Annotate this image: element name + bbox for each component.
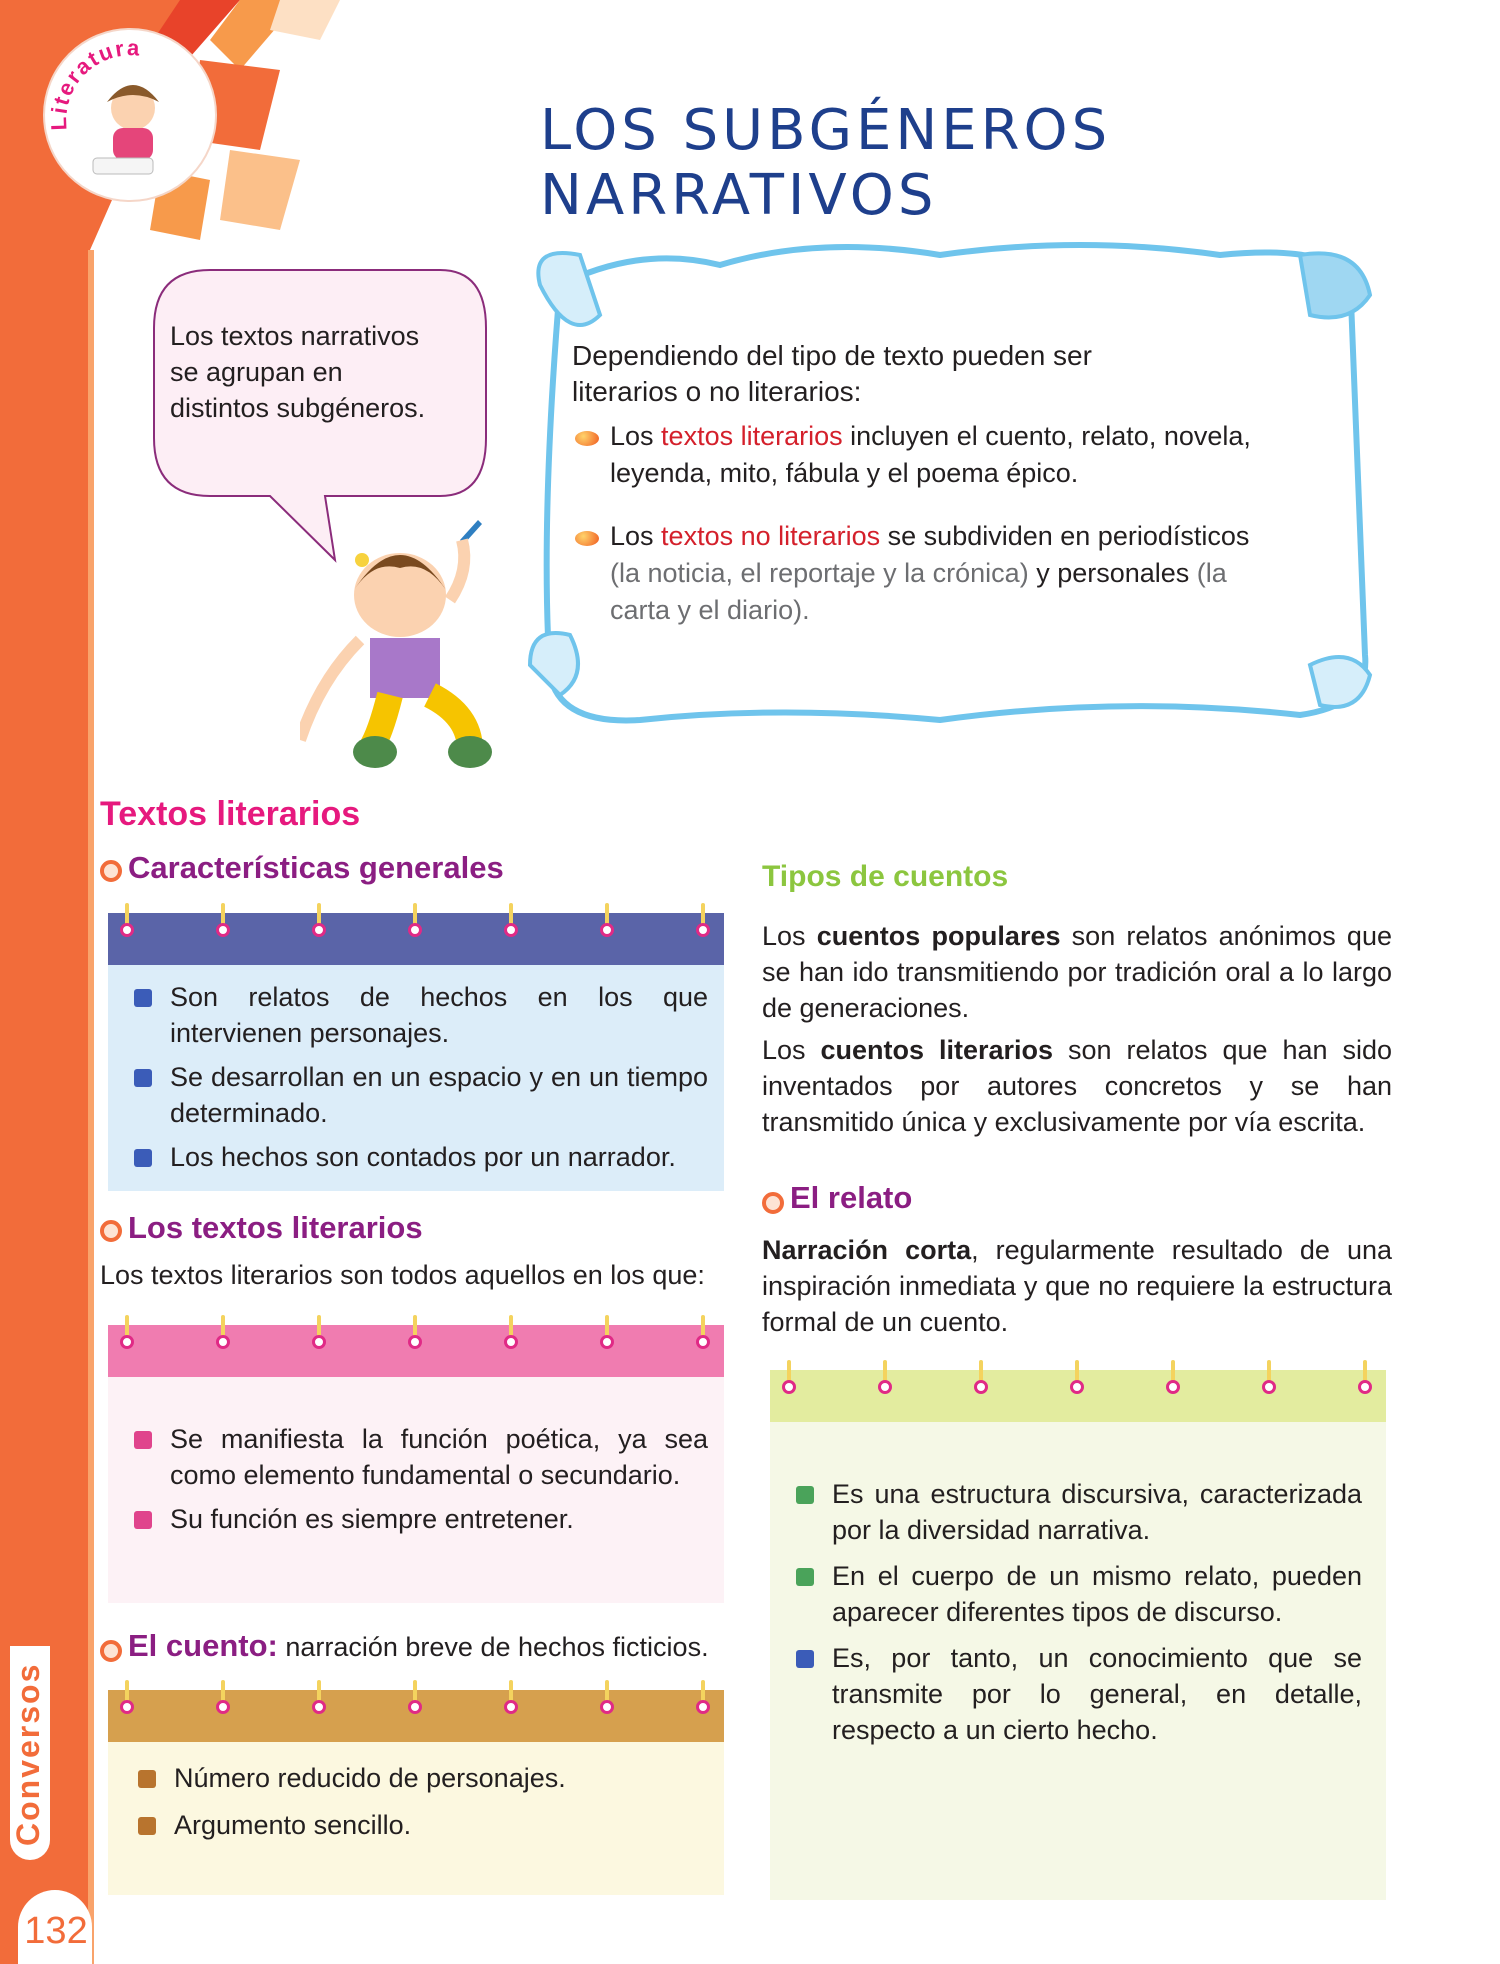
subsection-title: El cuento: (128, 1628, 278, 1663)
ring-bullet-icon (100, 1220, 122, 1242)
bubble-line: se agrupan en (170, 357, 343, 387)
paragraph-relato (762, 1232, 1392, 1340)
list-item: Número reducido de personajes. (174, 1763, 566, 1793)
scroll-bullet-2 (610, 518, 1330, 629)
page-number: 132 (24, 1910, 88, 1952)
notebook-ring-icon (410, 903, 420, 943)
side-label: Conversos (10, 1646, 50, 1860)
text: son relatos que han sido inventados por autores concretos y se han transmitido única y exclusivamente por vía escrita. (762, 1035, 1392, 1137)
notebook-ring-icon (218, 1680, 228, 1720)
scroll-bullet-1-line-2: leyenda, mito, fábula y el poema épico. (610, 458, 1079, 488)
list-item: En el cuerpo de un mismo relato, pueden aparecer diferentes tipos de discurso. (832, 1561, 1362, 1627)
grey-text: (la noticia, el reportaje y la crónica) (610, 558, 1029, 588)
notebook-ring-icon (314, 1680, 324, 1720)
notebook-ring-icon (698, 903, 708, 943)
notebook-box-tan (108, 1690, 724, 1895)
square-bullet-icon (796, 1568, 814, 1586)
square-bullet-icon (796, 1650, 814, 1668)
notebook-ring-icon (784, 1360, 794, 1400)
section-title: Textos literarios (100, 795, 361, 833)
notebook-ring-icon (314, 1315, 324, 1355)
notebook-ring-icon (698, 1680, 708, 1720)
left-band-stripe (88, 0, 94, 1964)
scroll-bullet-1 (610, 418, 1330, 492)
bubble-line: distintos subgéneros. (170, 393, 426, 423)
notebook-ring-icon (1264, 1360, 1274, 1400)
badge-label-arc (45, 30, 215, 200)
notebook-ring-icon (1072, 1360, 1082, 1400)
bold-text: cuentos populares (816, 921, 1061, 951)
notebook-ring-icon (1168, 1360, 1178, 1400)
square-bullet-icon (134, 1069, 152, 1087)
notebook-ring-icon (506, 1680, 516, 1720)
page-title: LOS SUBGÉNEROS NARRATIVOS (540, 98, 1112, 228)
scroll-heading-line: Dependiendo del tipo de texto pueden ser (572, 340, 1092, 371)
notebook-ring-icon (218, 1315, 228, 1355)
square-bullet-icon (138, 1770, 156, 1788)
text: Los (762, 1035, 821, 1065)
list-item: Los hechos son contados por un narrador. (170, 1142, 676, 1172)
notebook-ring-icon (506, 903, 516, 943)
list-item: Argumento sencillo. (174, 1810, 412, 1840)
text: y personales (1028, 558, 1197, 588)
list-item: Su función es siempre entretener. (170, 1504, 574, 1534)
text: se subdividen en periodísticos (880, 521, 1250, 551)
notebook-ring-icon (122, 903, 132, 943)
notebook-ring-icon (602, 903, 612, 943)
svg-text:Literatura: Literatura (46, 35, 142, 131)
notebook-ring-icon (602, 1315, 612, 1355)
paragraph-cuentos-populares (762, 918, 1392, 1026)
notebook-ring-icon (602, 1680, 612, 1720)
grey-text: (la (1196, 558, 1227, 588)
scroll-bullet-1-line-1 (610, 418, 1330, 455)
notebook-ring-icon (410, 1680, 420, 1720)
subsection-title: Los textos literarios (128, 1210, 423, 1245)
scroll-heading (572, 338, 1312, 410)
notebook-ring-icon (976, 1360, 986, 1400)
paragraph-cuentos-literarios (762, 1032, 1392, 1140)
orange-bullet-icon (575, 531, 599, 546)
square-bullet-icon (134, 989, 152, 1007)
literatura-badge (45, 30, 215, 200)
notebook-box-blue (108, 913, 724, 1191)
subsection-title: Tipos de cuentos (762, 860, 1009, 893)
notebook-box-green (770, 1370, 1386, 1900)
ring-bullet-icon (100, 1640, 122, 1662)
notebook-ring-icon (314, 903, 324, 943)
highlight-text: textos no literarios (661, 521, 881, 551)
text: Los (610, 521, 662, 551)
highlight-text: textos literarios (661, 421, 843, 451)
notebook-ring-icon (122, 1680, 132, 1720)
text: , regularmente resultado de una inspiración inmediata y que no requiere la estructura formal de un cuento. (762, 1235, 1392, 1337)
text: Los (762, 921, 817, 951)
subsection-text: narración breve de hechos ficticios. (277, 1632, 709, 1662)
el-cuento-line (128, 1628, 748, 1664)
square-bullet-icon (134, 1149, 152, 1167)
list-item: Es, por tanto, un conocimiento que se transmite por lo general, en detalle, respecto a un cierto hecho. (832, 1643, 1362, 1745)
girl-illustration (300, 520, 520, 770)
square-bullet-icon (138, 1817, 156, 1835)
notebook-ring-icon (1360, 1360, 1370, 1400)
subsection-text: Los textos literarios son todos aquellos en los que: (100, 1260, 705, 1290)
list-item: Se desarrollan en un espacio y en un tiempo determinado. (170, 1062, 708, 1128)
text: Los (610, 421, 662, 451)
text: incluyen el cuento, relato, novela, (842, 421, 1251, 451)
notebook-ring-icon (410, 1315, 420, 1355)
notebook-ring-icon (698, 1315, 708, 1355)
notebook-box-pink (108, 1325, 724, 1603)
scroll-bullet-2-line-2 (610, 555, 1330, 592)
square-bullet-icon (134, 1511, 152, 1529)
notebook-ring-icon (880, 1360, 890, 1400)
bubble-line: Los textos narrativos (170, 321, 420, 351)
notebook-ring-icon (218, 903, 228, 943)
ring-bullet-icon (762, 1192, 784, 1214)
list-item: Se manifiesta la función poética, ya sea como elemento fundamental o secundario. (170, 1424, 708, 1490)
notebook-ring-icon (122, 1315, 132, 1355)
notebook-ring-icon (506, 1315, 516, 1355)
list-item: Es una estructura discursiva, caracterizada por la diversidad narrativa. (832, 1479, 1362, 1545)
scroll-bullet-2-line-1 (610, 518, 1330, 555)
square-bullet-icon (796, 1486, 814, 1504)
square-bullet-icon (134, 1431, 152, 1449)
text: son relatos anónimos que se han ido transmitiendo por tradición oral a lo largo de generaciones. (762, 921, 1392, 1023)
subsection-title: Características generales (128, 850, 504, 885)
bold-text: cuentos literarios (820, 1035, 1054, 1065)
bold-text: Narración corta (762, 1235, 972, 1265)
scroll-heading-line: literarios o no literarios: (572, 376, 862, 407)
ring-bullet-icon (100, 860, 122, 882)
list-item: Son relatos de hechos en los que intervienen personajes. (170, 982, 708, 1048)
scroll-bullet-2-line-3: carta y el diario). (610, 595, 810, 625)
speech-bubble-text (170, 318, 470, 426)
subsection-title: El relato (790, 1180, 913, 1215)
orange-bullet-icon (575, 431, 599, 446)
